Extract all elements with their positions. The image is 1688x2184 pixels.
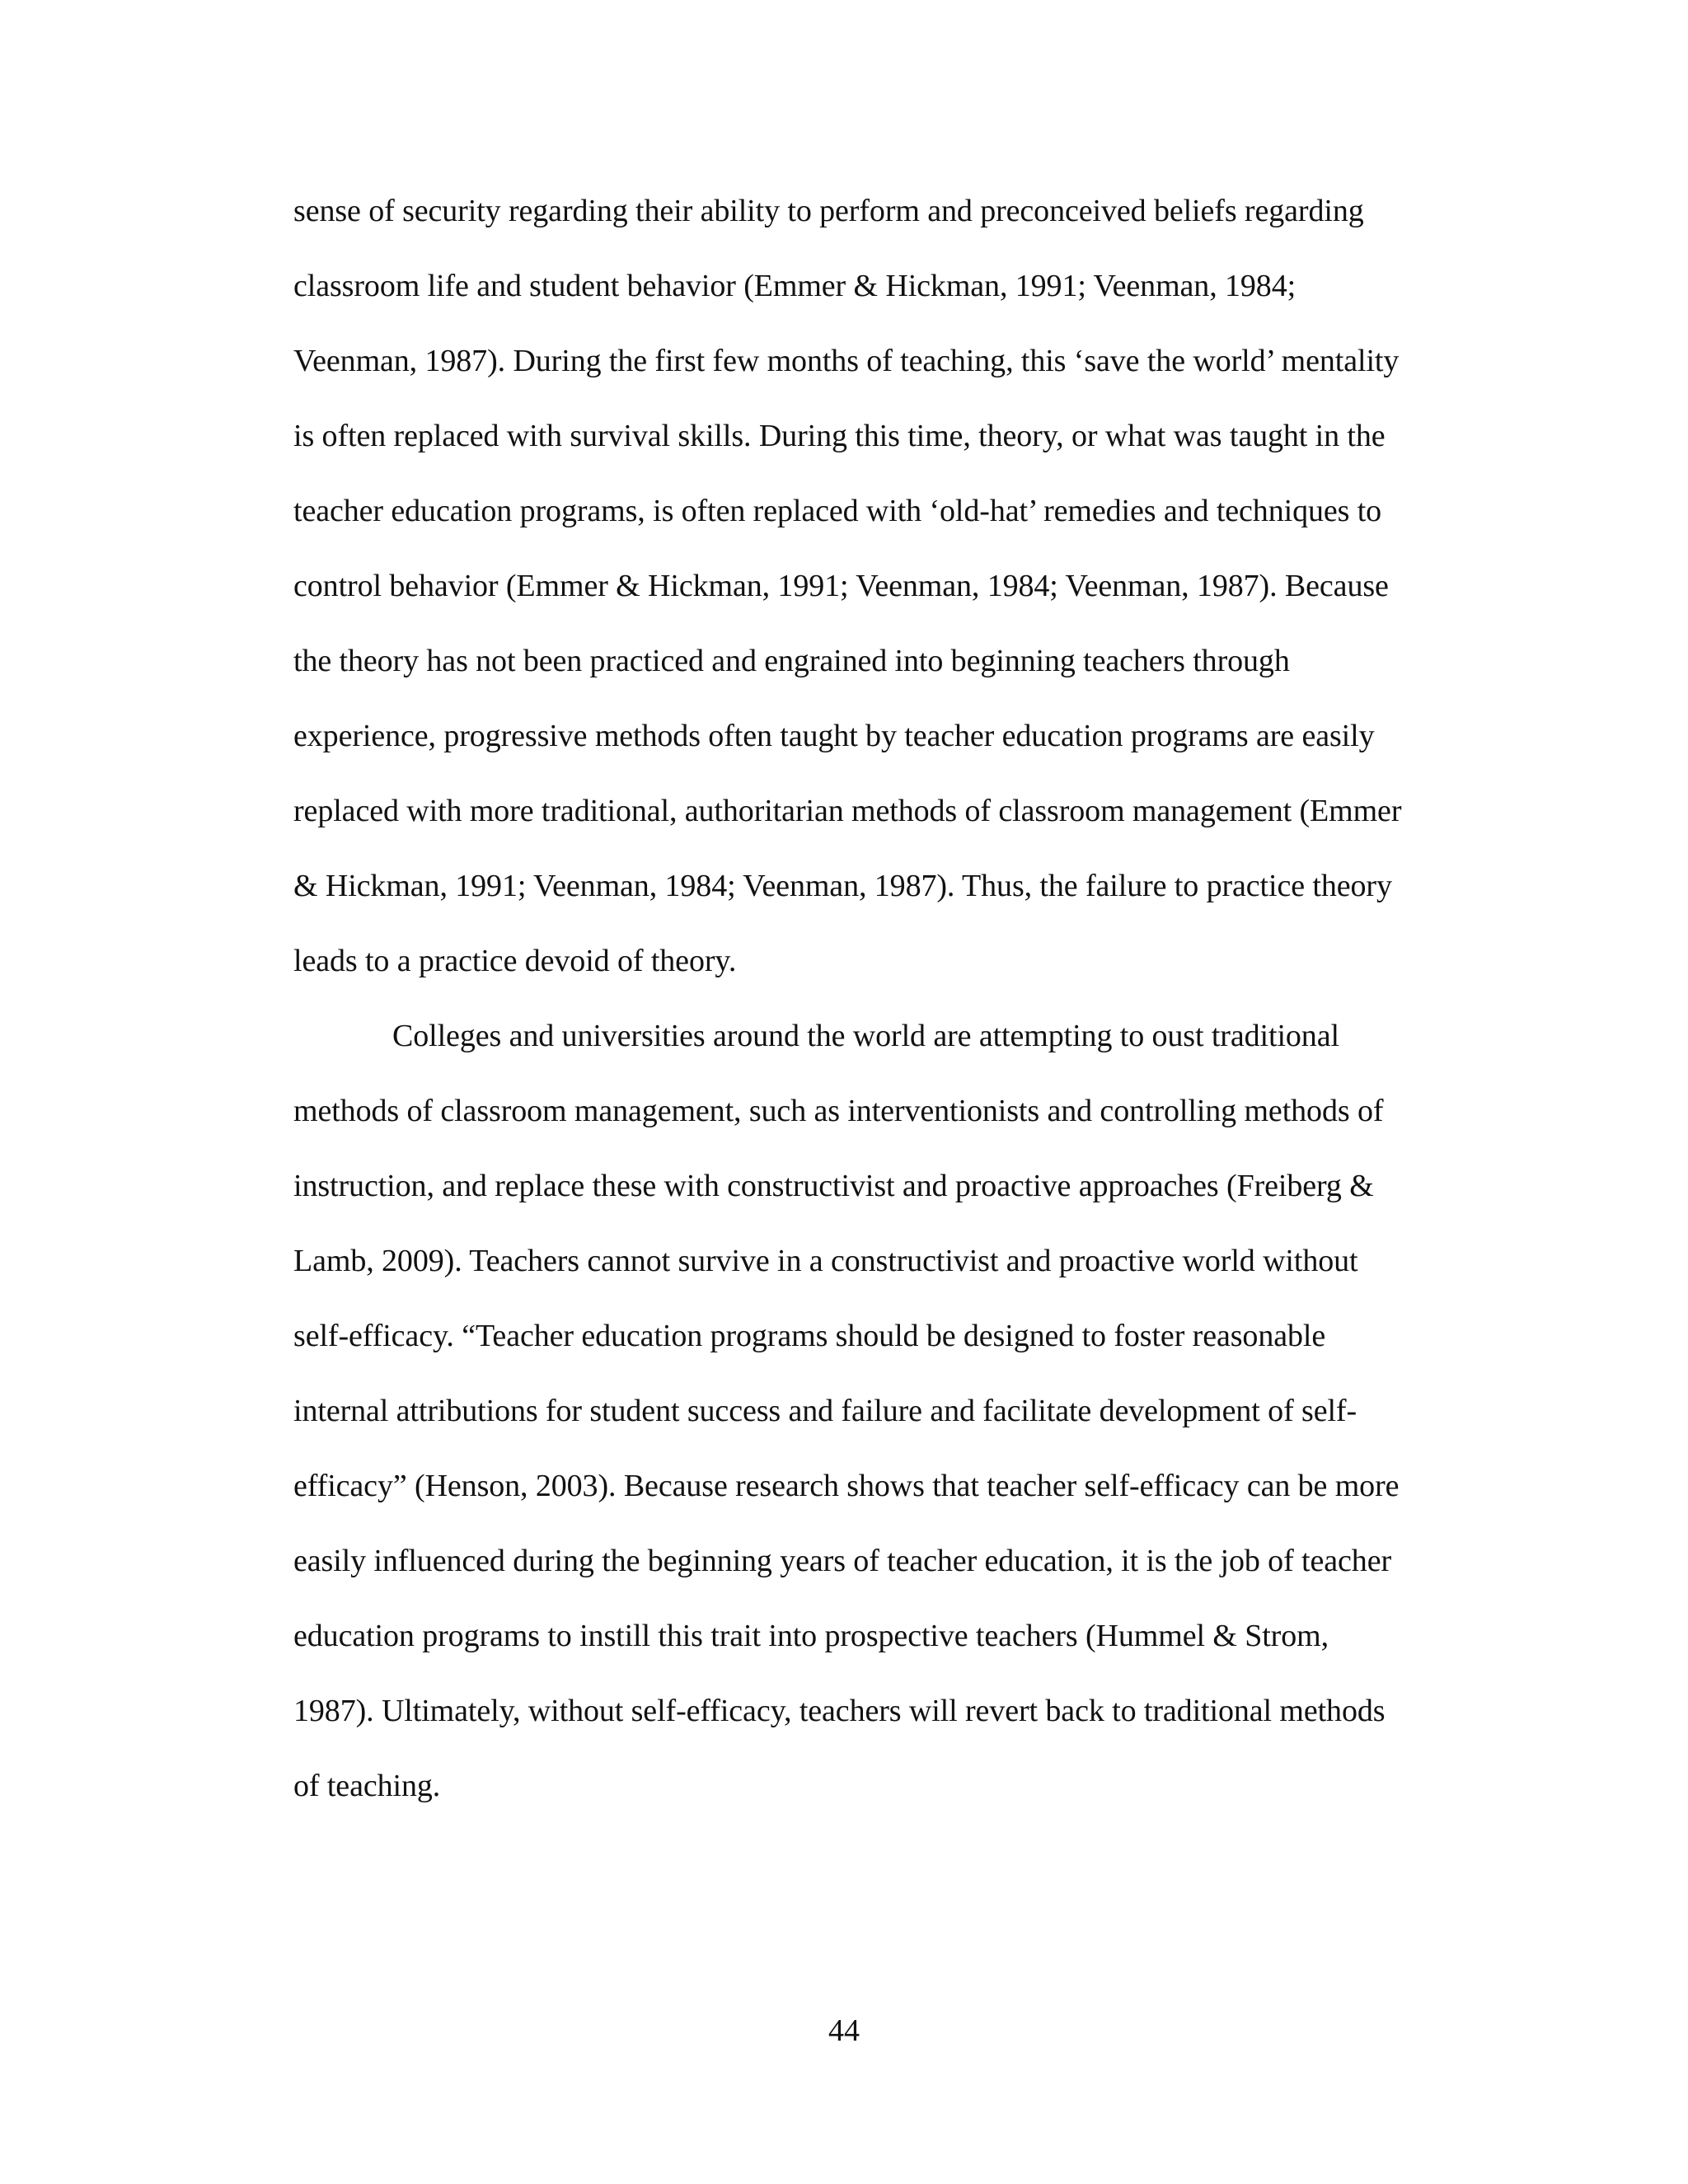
text-line: self-efficacy. “Teacher education programs should be designed to foster reasonable	[293, 1319, 1326, 1353]
text-line: is often replaced with survival skills. During this time, theory, or what was taught in the	[293, 419, 1386, 453]
text-line: Lamb, 2009). Teachers cannot survive in a constructivist and proactive world without	[293, 1244, 1358, 1278]
text-line: education programs to instill this trait into prospective teachers (Hummel & Strom,	[293, 1619, 1329, 1653]
text-line: sense of security regarding their ability to perform and preconceived beliefs regarding	[293, 194, 1364, 228]
text-line: classroom life and student behavior (Emmer & Hickman, 1991; Veenman, 1984;	[293, 269, 1296, 303]
text-line: Veenman, 1987). During the first few months of teaching, this ‘save the world’ mentality	[293, 344, 1400, 378]
page-number: 44	[828, 2013, 860, 2048]
text-line: replaced with more traditional, authoritarian methods of classroom management (Emmer	[293, 794, 1402, 828]
text-line: methods of classroom management, such as interventionists and controlling methods of	[293, 1094, 1384, 1128]
text-line: easily influenced during the beginning years of teacher education, it is the job of teacher	[293, 1544, 1392, 1578]
paragraph-first-line: Colleges and universities around the world are attempting to oust traditional	[392, 1019, 1339, 1053]
text-line: & Hickman, 1991; Veenman, 1984; Veenman, 1987). Thus, the failure to practice theory	[293, 869, 1392, 903]
text-line: experience, progressive methods often taught by teacher education programs are easily	[293, 719, 1375, 753]
text-line: teacher education programs, is often replaced with ‘old-hat’ remedies and techniques to	[293, 494, 1382, 528]
text-line: leads to a practice devoid of theory.	[293, 944, 737, 978]
text-line: instruction, and replace these with constructivist and proactive approaches (Freiberg &	[293, 1169, 1374, 1203]
text-line: internal attributions for student success and failure and facilitate development of self-	[293, 1394, 1357, 1428]
text-line: efficacy” (Henson, 2003). Because research shows that teacher self-efficacy can be more	[293, 1469, 1400, 1503]
text-line: 1987). Ultimately, without self-efficacy, teachers will revert back to traditional methods	[293, 1694, 1386, 1728]
text-line: control behavior (Emmer & Hickman, 1991; Veenman, 1984; Veenman, 1987). Because	[293, 569, 1389, 603]
text-line: the theory has not been practiced and engrained into beginning teachers through	[293, 644, 1290, 678]
text-line: of teaching.	[293, 1769, 441, 1803]
